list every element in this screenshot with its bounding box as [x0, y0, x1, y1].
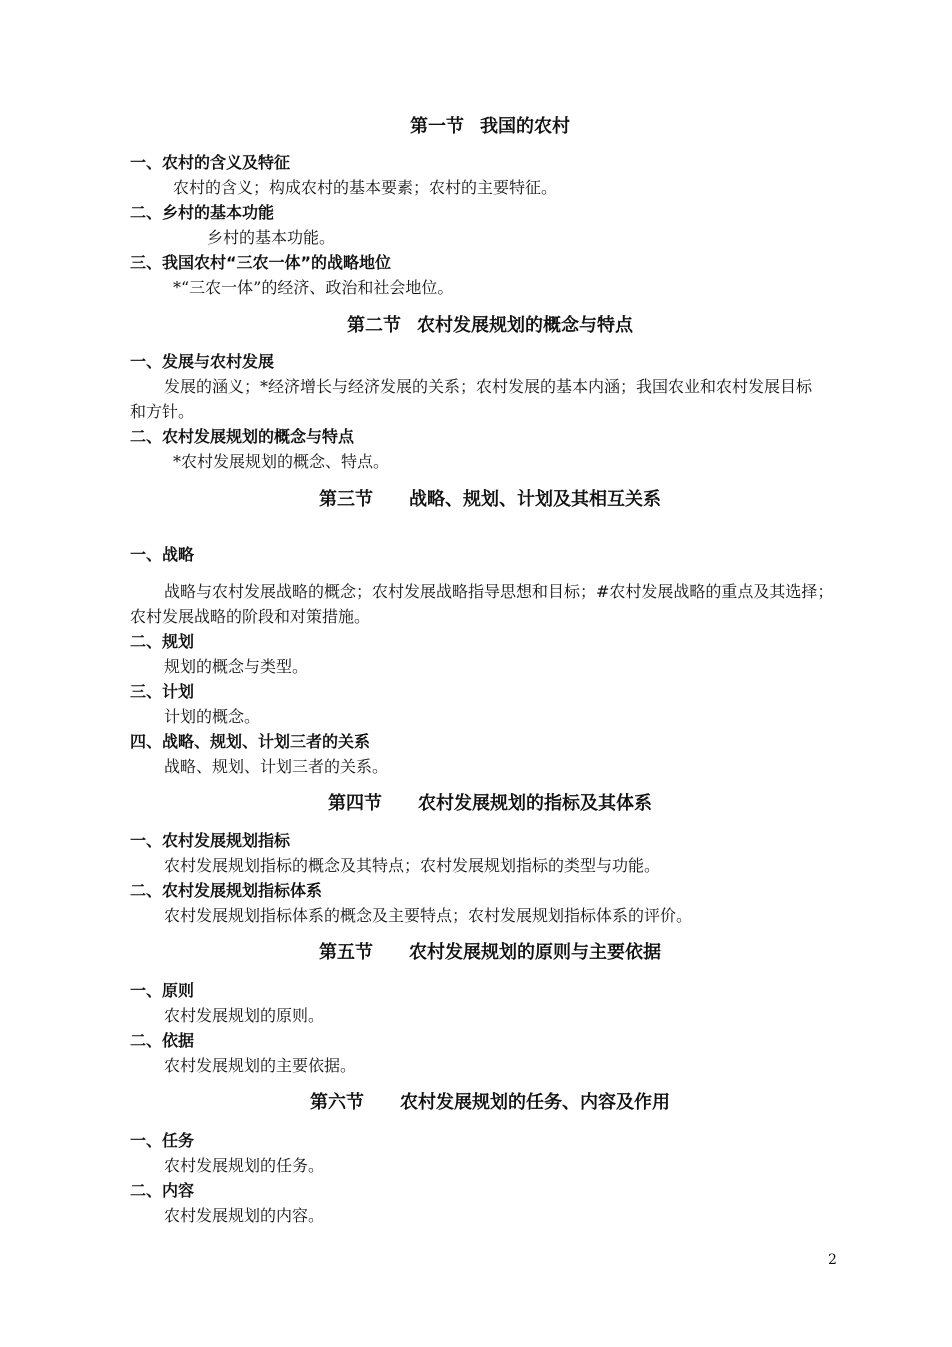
item-body: 战略、规划、计划三者的关系。: [164, 757, 389, 776]
item-heading: 二、规划: [130, 632, 195, 651]
section-heading: [130, 115, 850, 139]
item-body: 计划的概念。: [164, 707, 261, 726]
section-number: 第一节: [410, 116, 464, 137]
item-body: 农村发展规划的原则。: [164, 1006, 325, 1025]
section-number: 第五节: [319, 942, 373, 963]
item-body: 农村发展战略的阶段和对策措施。: [130, 607, 371, 626]
section-number: 第六节: [310, 1092, 364, 1113]
section-title: 战略、规划、计划及其相互关系: [409, 489, 661, 510]
item-body: 和方针。: [130, 402, 195, 421]
section-heading: [130, 314, 850, 338]
section-heading: [130, 792, 850, 816]
item-body: *“三农一体”的经济、政治和社会地位。: [173, 278, 454, 297]
item-heading: 一、发展与农村发展: [130, 352, 275, 371]
section-title: 农村发展规划的概念与特点: [417, 315, 633, 336]
section-number: 第二节: [347, 315, 401, 336]
item-body: 农村发展规划的内容。: [164, 1206, 325, 1225]
item-body: 农村发展规划指标体系的概念及主要特点；农村发展规划指标体系的评价。: [164, 906, 693, 925]
section-heading: [130, 941, 850, 965]
item-heading: 三、我国农村“三农一体”的战略地位: [130, 253, 392, 272]
section-number: 第四节: [328, 793, 382, 814]
item-body: 农村的含义；构成农村的基本要素；农村的主要特征。: [173, 178, 558, 197]
item-heading: 三、计划: [130, 682, 195, 701]
item-body: 乡村的基本功能。: [207, 228, 336, 247]
item-body: 规划的概念与类型。: [164, 657, 309, 676]
section-title: 农村发展规划的原则与主要依据: [409, 942, 661, 963]
item-body: 农村发展规划的主要依据。: [164, 1056, 357, 1075]
item-heading: 一、农村发展规划指标: [130, 831, 291, 850]
item-heading: 二、农村发展规划的概念与特点: [130, 427, 355, 446]
section-heading: [130, 488, 850, 512]
item-heading: 一、任务: [130, 1131, 195, 1150]
section-number: 第三节: [319, 489, 373, 510]
item-heading: 二、内容: [130, 1181, 195, 1200]
section-heading: [130, 1091, 850, 1115]
item-heading: 一、农村的含义及特征: [130, 153, 291, 172]
item-body: 发展的涵义；*经济增长与经济发展的关系；农村发展的基本内涵；我国农业和农村发展目标: [164, 377, 813, 396]
item-heading: 四、战略、规划、计划三者的关系: [130, 732, 371, 751]
item-body: 农村发展规划指标的概念及其特点；农村发展规划指标的类型与功能。: [164, 856, 661, 875]
page-number: 2: [828, 1252, 837, 1268]
item-heading: 二、依据: [130, 1031, 195, 1050]
item-heading: 二、乡村的基本功能: [130, 203, 275, 222]
section-title: 我国的农村: [480, 116, 570, 137]
section-title: 农村发展规划的任务、内容及作用: [400, 1092, 670, 1113]
item-body: 战略与农村发展战略的概念；农村发展战略指导思想和目标；#农村发展战略的重点及其选择；: [164, 582, 834, 601]
item-body: 农村发展规划的任务。: [164, 1156, 325, 1175]
item-heading: 一、原则: [130, 981, 195, 1000]
item-body: *农村发展规划的概念、特点。: [173, 452, 390, 471]
section-title: 农村发展规划的指标及其体系: [418, 793, 652, 814]
item-heading: 二、农村发展规划指标体系: [130, 881, 323, 900]
item-heading: 一、战略: [130, 545, 195, 564]
